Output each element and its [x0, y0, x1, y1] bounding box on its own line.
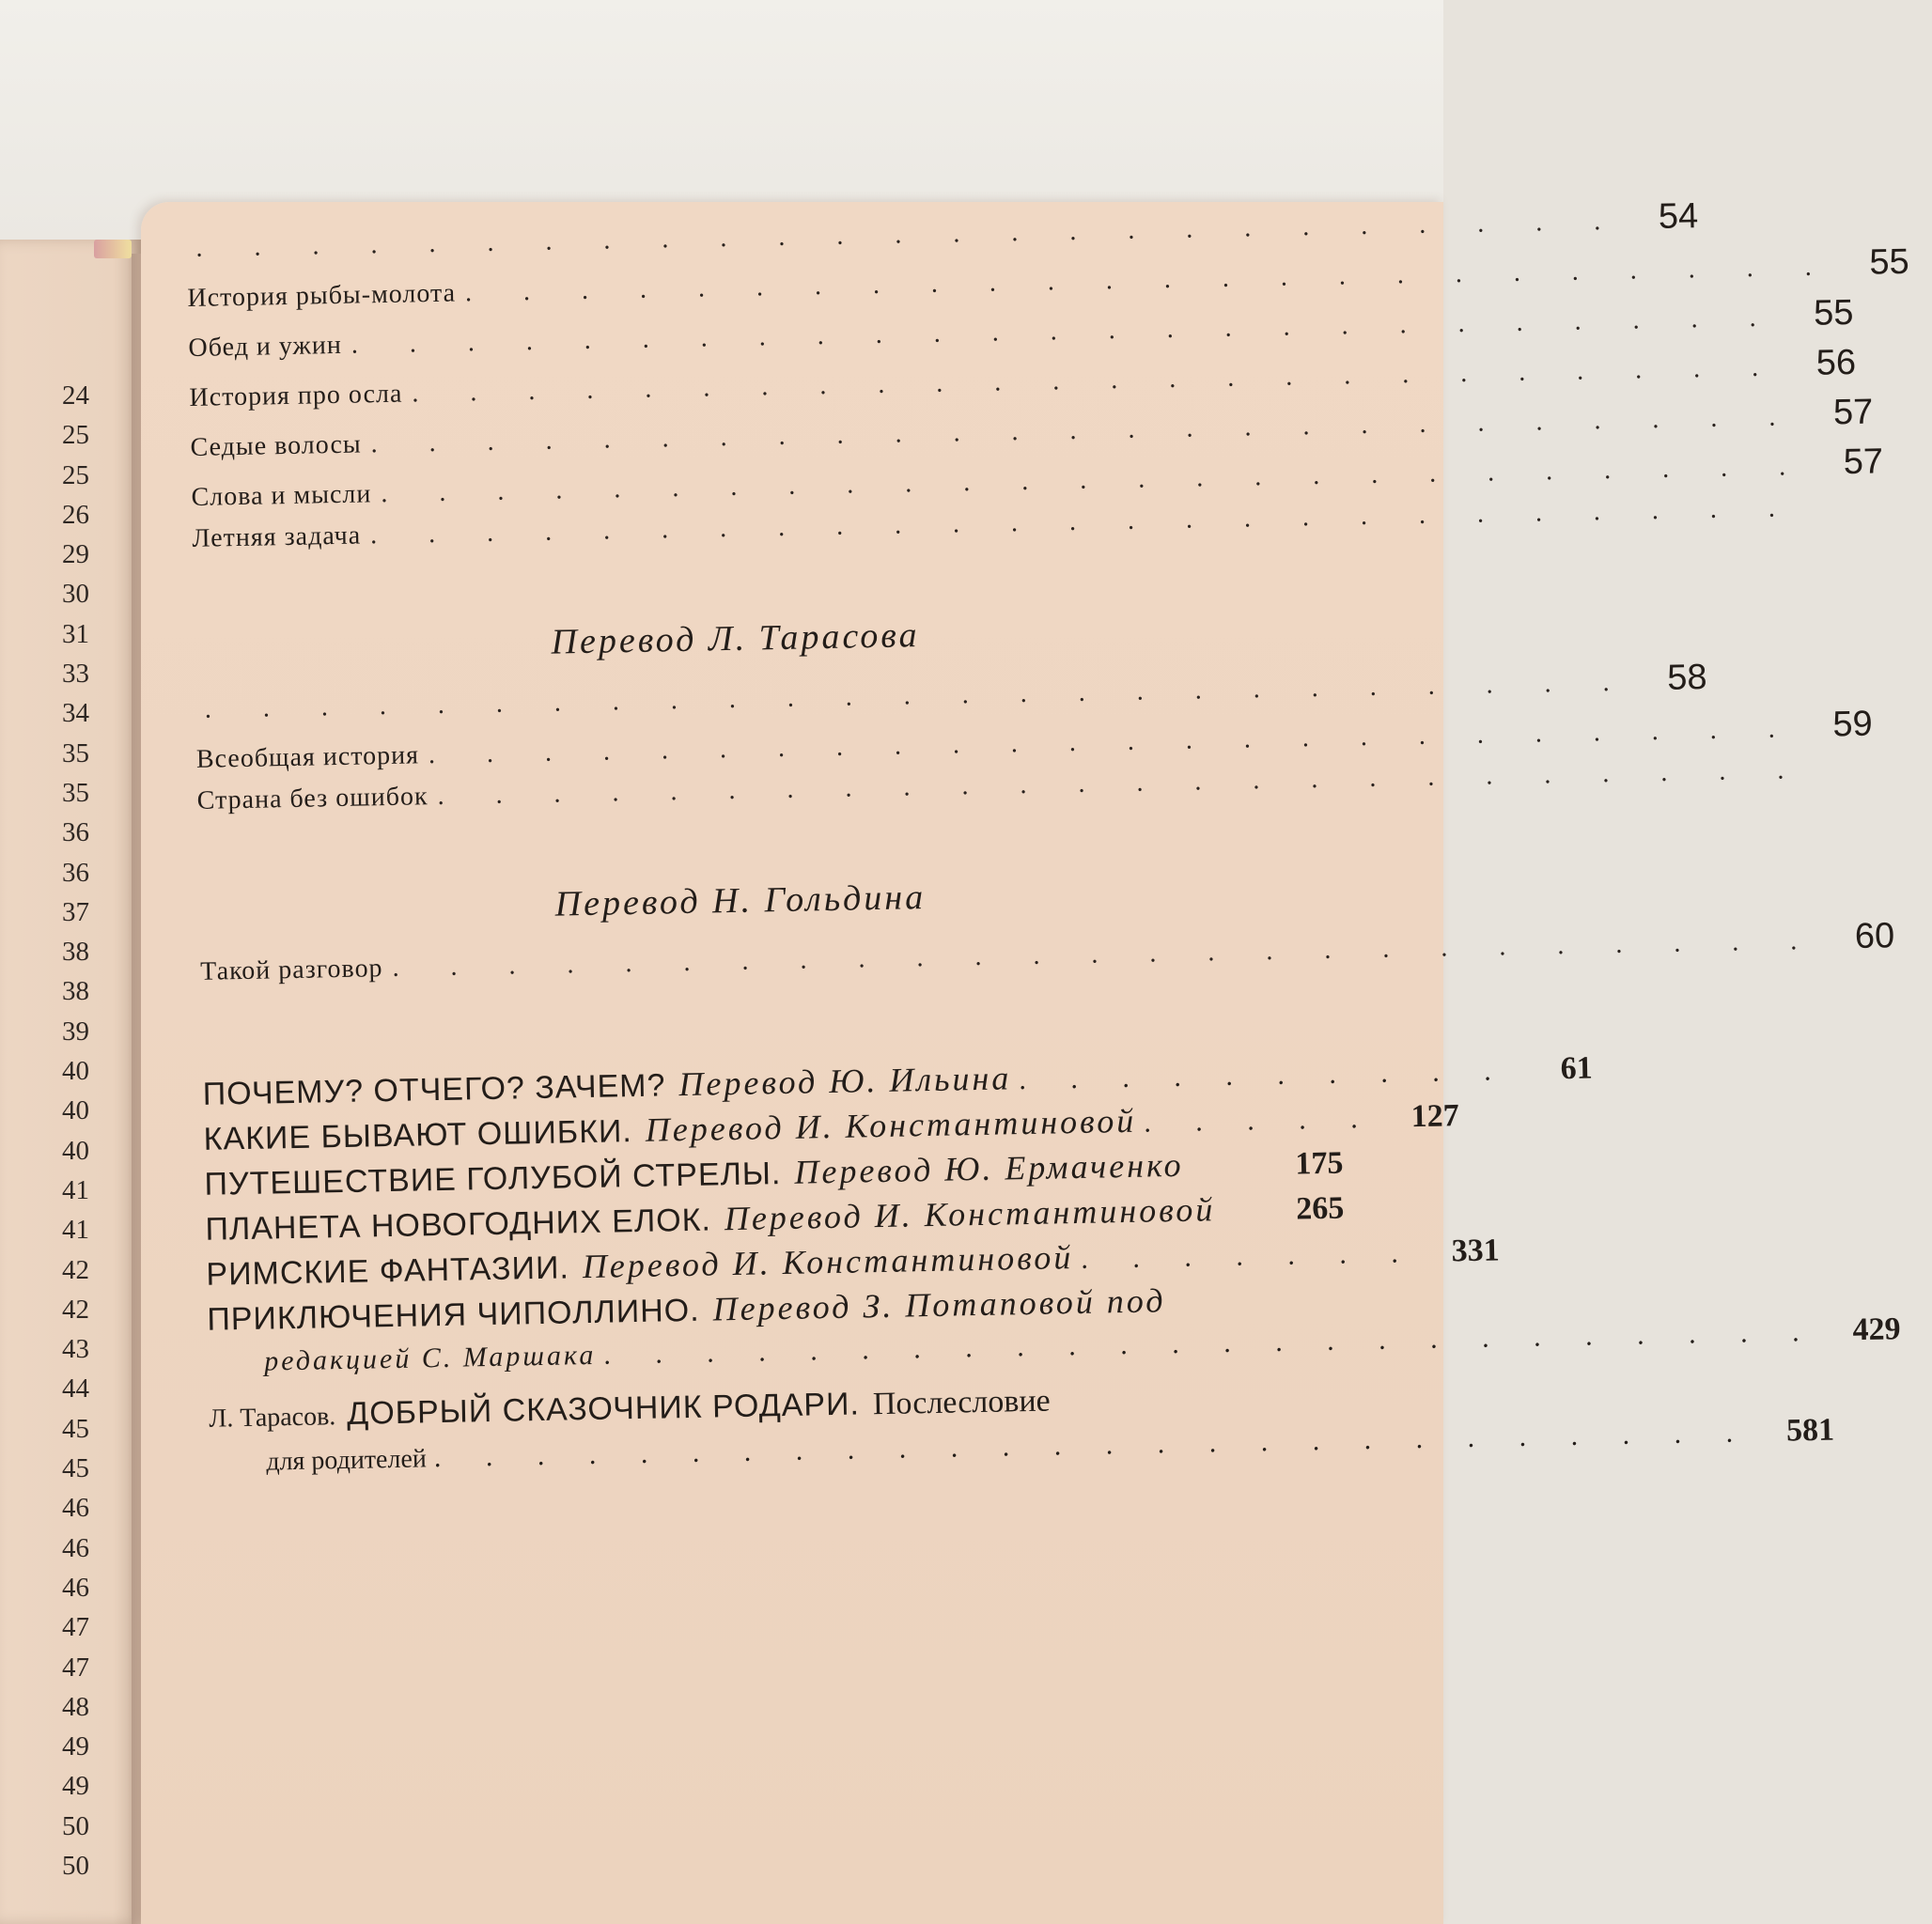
work-title: ПРИКЛЮЧЕНИЯ ЧИПОЛЛИНО. — [207, 1292, 700, 1338]
entry-title: Обед и ужин — [188, 330, 343, 363]
left-page-number: 45 — [62, 1413, 89, 1444]
page-number — [1807, 515, 1873, 516]
work-translator: Перевод Ю. Ильина — [678, 1059, 1012, 1104]
left-page-number: 40 — [62, 1056, 89, 1087]
page-number: 54 — [1658, 196, 1699, 237]
leader-dots: . . . . . . . . . . . . . . . . . . . . . . . . . — [370, 402, 1799, 459]
section-heading: Перевод Н. Гольдина — [554, 877, 927, 924]
leader-dots: . . . . . . . . . . . . . . . . . . . . . . . . — [412, 352, 1782, 409]
leader-dots: . . . . . . . . . . . . . . . . . . . . . . . . . — [392, 925, 1820, 983]
left-page-number: 43 — [62, 1334, 89, 1365]
left-page-number: 47 — [62, 1652, 89, 1683]
entry-title: Всеобщая история — [195, 740, 420, 774]
leader-dots: . . . . . . . . . . . . . . . . . . . . . . . . — [437, 755, 1807, 811]
work-translator-cont: редакцией С. Маршака — [263, 1339, 597, 1377]
page-number: 57 — [1832, 392, 1874, 433]
left-page-number: 25 — [62, 459, 89, 490]
afterword-cont: для родителей — [265, 1444, 428, 1477]
work-title: ДОБРЫЙ СКАЗОЧНИК РОДАРИ. — [346, 1386, 861, 1432]
left-page-number: 40 — [62, 1135, 89, 1166]
left-page-number: 35 — [62, 737, 89, 768]
left-page-number: 44 — [62, 1373, 89, 1404]
page-number: 58 — [1666, 658, 1707, 698]
work-title: РИМСКИЕ ФАНТАЗИИ. — [206, 1249, 570, 1293]
work-title: ПЛАНЕТА НОВОГОДНИХ ЕЛОК. — [205, 1202, 712, 1248]
entry-title: История рыбы-молота — [187, 278, 457, 313]
left-page-number: 33 — [62, 659, 89, 690]
entry-title: Седые волосы — [190, 429, 362, 462]
work-translator: Перевод И. Константиновой — [582, 1238, 1074, 1286]
entry-title: Летняя задача — [192, 520, 362, 553]
left-page-number: 50 — [62, 1810, 89, 1841]
leader-dots: . . . . . — [1143, 1102, 1378, 1139]
left-page-number: 46 — [62, 1532, 89, 1563]
leader-dots: . . . . . . . . . . — [1019, 1055, 1511, 1096]
leader-dots: . . . . . . . . . . . . . . . . . . . . . . . . . — [369, 493, 1799, 551]
left-page-number: 24 — [62, 380, 89, 411]
leader-dots: . . . . . . . . . . . . . . . . . . . . . . . . . — [195, 206, 1624, 263]
work-title: ПУТЕШЕСТВИЕ ГОЛУБОЙ СТРЕЛЫ. — [204, 1156, 782, 1202]
left-page-number: 29 — [62, 539, 89, 570]
leader-dots — [1192, 1174, 1261, 1175]
page-number: 127 — [1410, 1098, 1460, 1135]
left-page-number: 41 — [62, 1215, 89, 1246]
leader-dots: . . . . . . . . . . . . . . . . . . . . . . . . — [464, 252, 1835, 308]
left-page-number: 47 — [62, 1612, 89, 1643]
left-page-number: 45 — [62, 1453, 89, 1484]
afterword-author: Л. Тарасов. — [209, 1402, 336, 1434]
page-number — [1815, 776, 1881, 777]
left-page-number: 42 — [62, 1294, 89, 1325]
left-page-number: 39 — [62, 1016, 89, 1047]
section-heading: Перевод Л. Тарасова — [551, 615, 920, 662]
page-number: 56 — [1815, 342, 1857, 383]
page-number: 59 — [1831, 704, 1874, 745]
page-number: 61 — [1560, 1050, 1594, 1087]
page-number: 331 — [1451, 1233, 1501, 1269]
entry-title: Страна без ошибок — [196, 782, 428, 815]
page-number: 55 — [1868, 241, 1910, 283]
work-title: КАКИЕ БЫВАЮТ ОШИБКИ. — [203, 1113, 633, 1157]
left-page-number: 42 — [62, 1254, 89, 1285]
leader-dots: . . . . . . . . . . . . . . . . . . . . . . . . . . — [433, 1417, 1753, 1474]
work-translator: Перевод З. Потаповой под — [712, 1281, 1166, 1328]
page-number: 175 — [1295, 1145, 1344, 1182]
leader-dots: . . . . . . . . . . . . . . . . . . . . . . . . . — [351, 303, 1779, 360]
entry-title: История про осла — [189, 379, 403, 412]
entry-title: Слова и мысли — [191, 479, 372, 512]
leader-dots: . . . . . . . . . . . . . . . . . . . . . . . . . — [381, 451, 1809, 509]
page-number: 60 — [1854, 916, 1895, 957]
page-edge-ribbon — [94, 240, 132, 258]
left-page-number: 49 — [62, 1771, 89, 1802]
leader-dots: . . . . . . . . . . . . . . . . . . . . . . . . . — [204, 667, 1632, 724]
left-page-number: 48 — [62, 1691, 89, 1722]
left-page-number: 26 — [62, 499, 89, 530]
page-number: 581 — [1785, 1412, 1835, 1449]
work-translator: Перевод И. Константиновой — [724, 1190, 1216, 1238]
work-translator: Перевод Ю. Ермаченко — [793, 1145, 1184, 1191]
left-page-number: 49 — [62, 1731, 89, 1762]
work-translator: Перевод И. Константиновой — [645, 1101, 1137, 1149]
leader-dots: . . . . . . . . . . . . . . . . . . . . . . . . — [602, 1315, 1818, 1371]
leader-dots — [1223, 1219, 1262, 1220]
leader-dots: . . . . . . . . . . . . . . . . . . . . . . . . — [428, 714, 1799, 770]
left-page-number: 40 — [62, 1095, 89, 1126]
left-page-number: 36 — [62, 857, 89, 888]
leader-dots: . . . . . . . — [1080, 1237, 1418, 1275]
page-number: 429 — [1852, 1311, 1901, 1348]
page-number: 265 — [1295, 1190, 1345, 1227]
left-page-number: 38 — [62, 937, 89, 968]
left-page-numbers — [0, 376, 89, 1885]
page-number: 55 — [1813, 292, 1854, 334]
left-page-number: 41 — [62, 1174, 89, 1205]
page-number: 57 — [1843, 442, 1884, 483]
work-title: ПОЧЕМУ? ОТЧЕГО? ЗАЧЕМ? — [202, 1067, 666, 1112]
left-page-number: 35 — [62, 777, 89, 808]
afterword-label: Послесловие — [872, 1383, 1052, 1422]
left-page-number: 30 — [62, 579, 89, 610]
left-page-number: 34 — [62, 698, 89, 729]
left-page-number: 50 — [62, 1850, 89, 1881]
left-page-number: 37 — [62, 896, 89, 927]
left-page-number: 38 — [62, 976, 89, 1007]
entry-title: Такой разговор — [199, 954, 383, 986]
left-page-number: 25 — [62, 420, 89, 451]
table-of-contents — [186, 196, 1910, 1489]
left-page-number: 46 — [62, 1493, 89, 1524]
left-page-number: 46 — [62, 1572, 89, 1603]
left-page-number: 36 — [62, 817, 89, 848]
left-page-number: 31 — [62, 618, 89, 649]
